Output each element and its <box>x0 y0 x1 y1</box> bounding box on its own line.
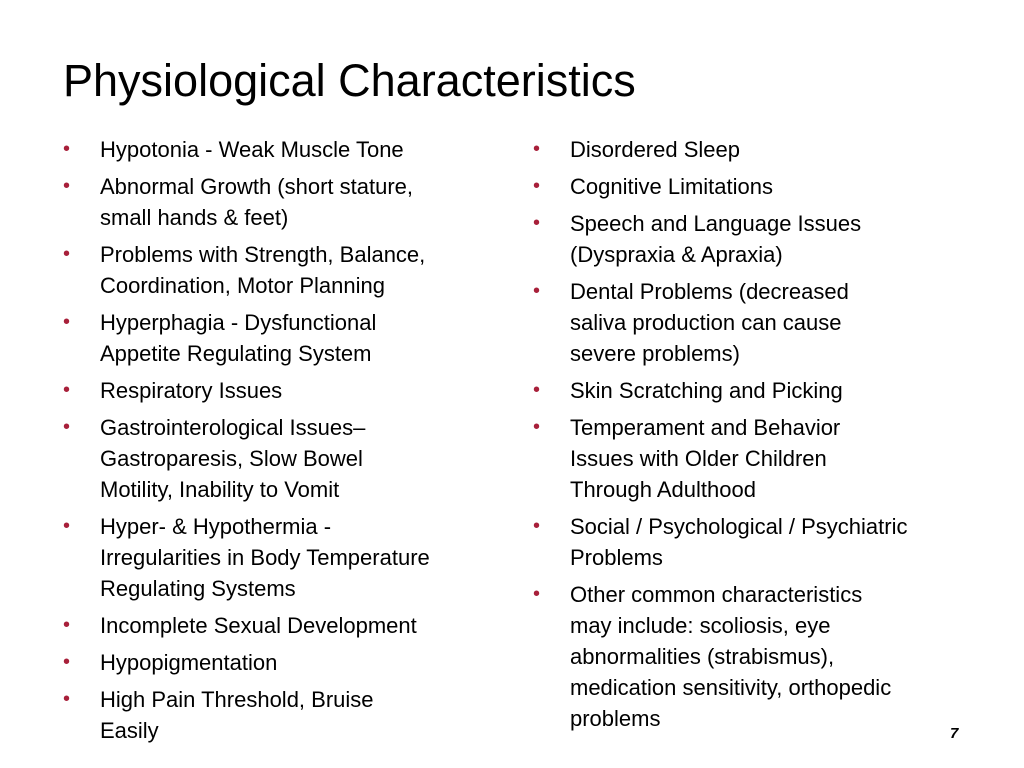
bullet-item <box>63 375 503 406</box>
bullet-text-line: High Pain Threshold, Bruise <box>100 687 374 712</box>
bullet-text-line: Problems <box>570 545 663 570</box>
bullet-text-line: Irregularities in Body Temperature <box>100 545 430 570</box>
bullet-item <box>63 239 503 301</box>
bullet-icon: • <box>533 212 541 234</box>
bullet-text-line: may include: scoliosis, eye <box>570 613 831 638</box>
bullet-item <box>533 171 973 202</box>
bullet-item <box>533 134 973 165</box>
bullet-icon: • <box>533 379 541 401</box>
bullet-icon: • <box>533 175 541 197</box>
bullet-text-line: Speech and Language Issues <box>570 211 862 236</box>
bullet-icon: • <box>533 138 541 160</box>
bullet-icon: • <box>63 243 71 265</box>
bullet-icon: • <box>63 175 71 197</box>
bullet-text-line: Hypotonia - Weak Muscle Tone <box>100 137 404 162</box>
bullet-text-line: Incomplete Sexual Development <box>100 613 417 638</box>
left-bullet-list <box>63 134 503 752</box>
bullet-item <box>533 579 973 734</box>
bullet-text-line: Temperament and Behavior <box>570 415 841 440</box>
bullet-icon: • <box>63 138 71 160</box>
bullet-item <box>63 684 503 746</box>
right-bullet-list <box>533 134 973 740</box>
bullet-item <box>63 134 503 165</box>
bullet-icon: • <box>533 416 541 438</box>
bullet-icon: • <box>63 416 71 438</box>
bullet-text-line: Appetite Regulating System <box>100 341 372 366</box>
bullet-text-line: Social / Psychological / Psychiatric <box>570 514 908 539</box>
bullet-item <box>63 610 503 641</box>
bullet-text-line: Gastrointerological Issues– <box>100 415 366 440</box>
bullet-icon: • <box>533 280 541 302</box>
bullet-text-line: Gastroparesis, Slow Bowel <box>100 446 363 471</box>
bullet-text-line: severe problems) <box>570 341 740 366</box>
bullet-icon: • <box>63 379 71 401</box>
bullet-text-line: Respiratory Issues <box>100 378 283 403</box>
bullet-item <box>63 647 503 678</box>
bullet-item <box>533 412 973 505</box>
page-number: 7 <box>950 725 959 742</box>
bullet-item <box>533 375 973 406</box>
bullet-item <box>533 511 973 573</box>
bullet-text-line: Problems with Strength, Balance, <box>100 242 426 267</box>
bullet-icon: • <box>63 614 71 636</box>
bullet-text-line: Hypopigmentation <box>100 650 278 675</box>
bullet-text-line: Hyperphagia - Dysfunctional <box>100 310 377 335</box>
bullet-text-line: Other common characteristics <box>570 582 863 607</box>
bullet-text-line: abnormalities (strabismus), <box>570 644 835 669</box>
bullet-text-line: small hands & feet) <box>100 205 289 230</box>
bullet-text-line: Motility, Inability to Vomit <box>100 477 340 502</box>
bullet-text-line: Coordination, Motor Planning <box>100 273 385 298</box>
bullet-text-line: (Dyspraxia & Apraxia) <box>570 242 783 267</box>
bullet-text-line: Issues with Older Children <box>570 446 827 471</box>
bullet-text-line: Disordered Sleep <box>570 137 740 162</box>
bullet-item <box>63 511 503 604</box>
bullet-text-line: saliva production can cause <box>570 310 842 335</box>
bullet-text-line: problems <box>570 706 661 731</box>
bullet-icon: • <box>63 311 71 333</box>
bullet-icon: • <box>63 651 71 673</box>
bullet-text-line: Dental Problems (decreased <box>570 279 849 304</box>
bullet-text-line: Abnormal Growth (short stature, <box>100 174 414 199</box>
bullet-text-line: medication sensitivity, orthopedic <box>570 675 892 700</box>
bullet-text-line: Through Adulthood <box>570 477 756 502</box>
bullet-icon: • <box>63 515 71 537</box>
slide-title: Physiological Characteristics <box>63 55 636 106</box>
bullet-text-line: Skin Scratching and Picking <box>570 378 843 403</box>
bullet-icon: • <box>533 515 541 537</box>
bullet-text-line: Cognitive Limitations <box>570 174 773 199</box>
bullet-item <box>533 208 973 270</box>
bullet-item <box>63 171 503 233</box>
bullet-text-line: Hyper- & Hypothermia - <box>100 514 332 539</box>
bullet-text-line: Regulating Systems <box>100 576 296 601</box>
bullet-icon: • <box>533 583 541 605</box>
bullet-icon: • <box>63 688 71 710</box>
bullet-text-line: Easily <box>100 718 159 743</box>
bullet-item <box>63 412 503 505</box>
bullet-item <box>533 276 973 369</box>
bullet-item <box>63 307 503 369</box>
